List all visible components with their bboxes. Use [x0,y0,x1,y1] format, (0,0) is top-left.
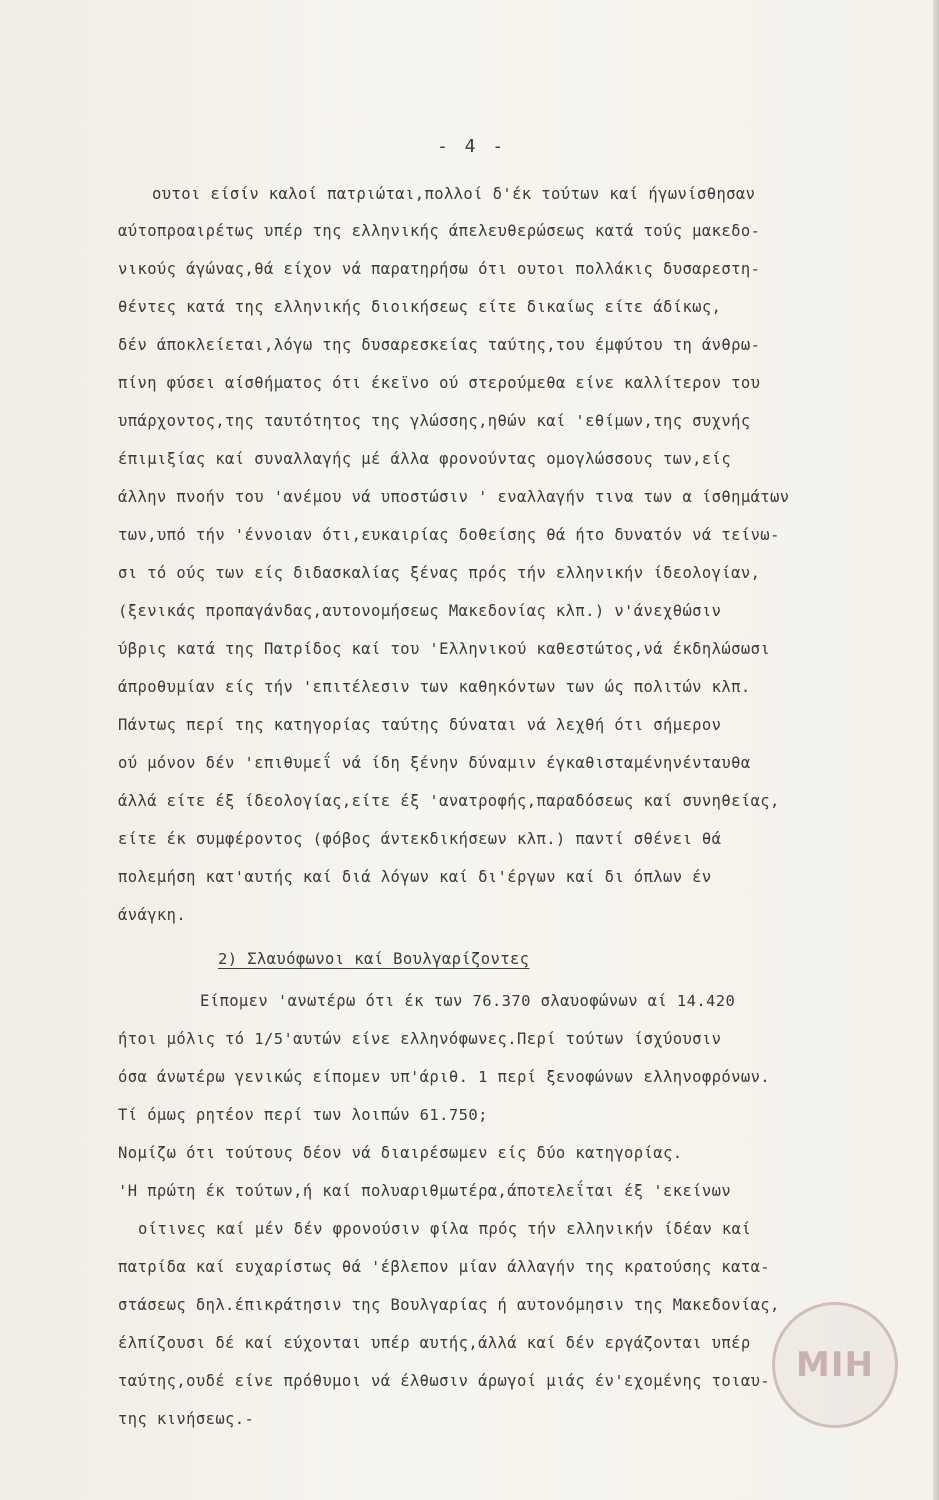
text-line: ουτοι είσίν καλοί πατριώται,πολλοί δ'έκ τούτων καί ήγωνίσθησαν [152,185,756,203]
text-line: άπροθυμίαν είς τήν 'επιτέλεσιν των καθηκόντων των ώς πολιτών κλπ. [118,678,751,696]
text-line: άλλην πνοήν του 'ανέμου νά υποστώσιν ' εναλλαγήν τινα των α ίσθημάτων [118,488,790,506]
text-line: Πάντως περί της κατηγορίας ταύτης δύναται νά λεχθή ότι σήμερον [118,716,722,734]
page-edge [933,0,939,1500]
text-line: Τί όμως ρητέον περί των λοιπών 61.750; [118,1106,488,1124]
text-line: πατρίδα καί ευχαρίστως θά 'έβλεπον μίαν άλλαγήν της κρατούσης κατα- [118,1258,771,1276]
text-line: ταύτης,ουδέ είνε πρόθυμοι νά έλθωσιν άρωγοί μιάς έν'εχομένης τοιαυ- [118,1372,771,1390]
page-number: - 4 - [437,136,507,157]
text-line: νικούς άγώνας,θά είχον νά παρατηρήσω ότι ουτοι πολλάκις δυσαρεστη- [118,260,761,278]
stamp-text: ΜΙΗ [796,1345,874,1385]
text-line: αύτοπροαιρέτως υπέρ της ελληνικής άπελευθερώσεως κατά τούς μακεδο- [118,222,761,240]
text-line: πίνη φύσει αίσθήματος ότι έκεϊνο ού στερούμεθα είνε καλλίτερον του [118,374,761,392]
text-line: (ξενικάς προπαγάνδας,αυτονομήσεως Μακεδονίας κλπ.) ν'άνεχθώσιν [118,602,722,620]
text-line: σι τό ούς των είς διδασκαλίας ξένας πρός τήν ελληνικήν ίδεολογίαν, [118,564,761,582]
text-line: 'Η πρώτη έκ τούτων,ή καί πολυαριθμωτέρα,άποτελεΐται έξ 'εκείνων [118,1182,732,1200]
text-line: ήτοι μόλις τό 1/5'αυτών είνε ελληνόφωνες.Περί τούτων ίσχύουσιν [118,1030,722,1048]
text-line: ού μόνον δέν 'επιθυμεΐ νά ίδη ξένην δύναμιν έγκαθισταμένηνένταυθα [118,754,751,772]
text-line: έλπίζουσι δέ καί εύχονται υπέρ αυτής,άλλά καί δέν εργάζονται υπέρ [118,1334,751,1352]
text-line: άλλά είτε έξ ίδεολογίας,είτε έξ 'ανατροφής,παραδόσεως καί συνηθείας, [118,792,780,810]
text-line: υπάρχοντος,της ταυτότητος της γλώσσης,ηθών καί 'εθίμων,της συχνής [118,412,751,430]
text-line: οίτινες καί μέν δέν φρονούσιν φίλα πρός τήν ελληνικήν ίδέαν καί [138,1220,752,1238]
text-line: Νομίζω ότι τούτους δέον νά διαιρέσωμεν είς δύο κατηγορίας. [118,1144,683,1162]
section-heading: 2) Σλαυόφωνοι καί Βουλγαρίζοντες [218,950,530,968]
text-line: ύβρις κατά της Πατρίδος καί του 'Ελληνικού καθεστώτος,νά έκδηλώσωσι [118,640,771,658]
text-line: θέντες κατά της ελληνικής διοικήσεως είτε δικαίως είτε άδίκως, [118,298,722,316]
text-line: άνάγκη. [118,906,187,924]
text-line: Είπομεν 'ανωτέρω ότι έκ των 76.370 σλαυοφώνων αί 14.420 [200,992,736,1010]
text-line: της κινήσεως.- [118,1410,255,1428]
text-line: στάσεως δηλ.έπικράτησιν της Βουλγαρίας ή αυτονόμησιν της Μακεδονίας, [118,1296,780,1314]
text-line: δέν άποκλείεται,λόγω της δυσαρεσκείας ταύτης,του έμφύτου τη άνθρω- [118,336,761,354]
text-line: έπιμιξίας καί συναλλαγής μέ άλλα φρονούντας ομογλώσσους των,είς [118,450,732,468]
text-line: είτε έκ συμφέροντος (φόβος άντεκδικήσεων κλπ.) παντί σθένει θά [118,830,722,848]
text-line: όσα άνωτέρω γενικώς είπομεν υπ'άριθ. 1 περί ξενοφώνων ελληνοφρόνων. [118,1068,771,1086]
archive-stamp-icon [772,1302,898,1428]
text-line: των,υπό τήν 'έννοιαν ότι,ευκαιρίας δοθείσης θά ήτο δυνατόν νά τείνω- [118,526,780,544]
text-line: πολεμήση κατ'αυτής καί διά λόγων καί δι'έργων καί δι όπλων έν [118,868,712,886]
